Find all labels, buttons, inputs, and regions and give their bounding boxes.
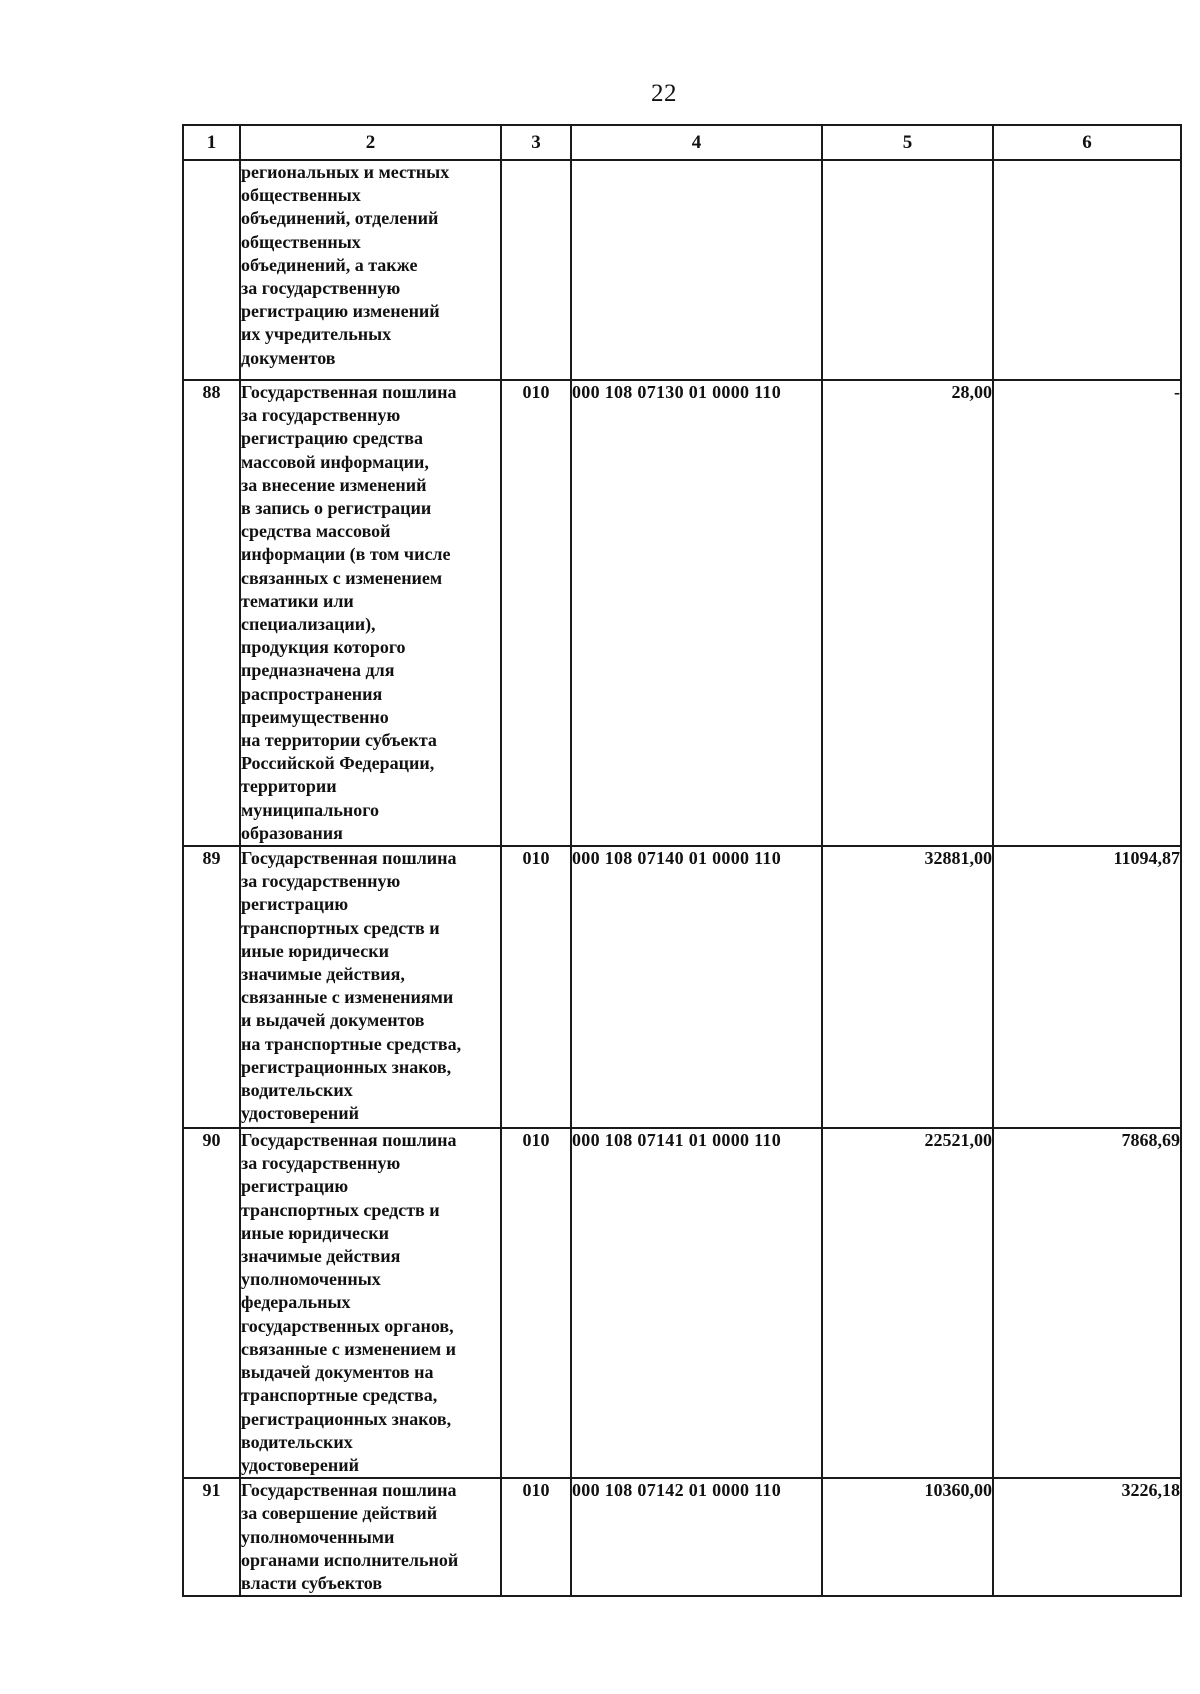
- row-kbk: 000 108 07141 01 0000 110: [571, 1128, 822, 1478]
- column-header-1: 1: [183, 125, 240, 160]
- row-number: [183, 160, 240, 380]
- row-description: [240, 846, 501, 1128]
- row-number: 88: [183, 380, 240, 846]
- row-description: [240, 1128, 501, 1478]
- row-kbk: 000 108 07142 01 0000 110: [571, 1478, 822, 1596]
- column-header-5: 5: [822, 125, 993, 160]
- row-amount-actual: 11094,87: [993, 846, 1181, 1128]
- row-description: [240, 1478, 501, 1596]
- row-code: 010: [501, 1478, 571, 1596]
- column-header-3: 3: [501, 125, 571, 160]
- row-description: [240, 160, 501, 380]
- row-amount-plan: [822, 160, 993, 380]
- table-header-row: [183, 125, 1181, 160]
- table-row: [183, 1128, 1181, 1478]
- row-kbk: [571, 160, 822, 380]
- row-amount-plan: 28,00: [822, 380, 993, 846]
- row-kbk: 000 108 07130 01 0000 110: [571, 380, 822, 846]
- row-amount-actual: -: [993, 380, 1181, 846]
- row-amount-plan: 32881,00: [822, 846, 993, 1128]
- row-number: 90: [183, 1128, 240, 1478]
- table-row: [183, 846, 1181, 1128]
- row-code: 010: [501, 1128, 571, 1478]
- column-header-2: 2: [240, 125, 501, 160]
- table-row: [183, 160, 1181, 380]
- column-header-6: 6: [993, 125, 1181, 160]
- row-description: [240, 380, 501, 846]
- description-text: Государственная пошлина за государственную регистрацию транспортных средств и иные юридически значимые действия уполномоченных федеральных государственных органов, связанные с изменением и выдачей документов на транспортные средства, регистрационных знаков, водительских удостоверений: [241, 1130, 457, 1475]
- table-row: [183, 1478, 1181, 1596]
- data-table: [182, 124, 1182, 1597]
- row-amount-actual: [993, 160, 1181, 380]
- row-code: 010: [501, 380, 571, 846]
- row-amount-actual: 3226,18: [993, 1478, 1181, 1596]
- table-row: [183, 380, 1181, 846]
- description-text: Государственная пошлина за государственную регистрацию средства массовой информации, за внесение изменений в запись о регистрации средства массовой информации (в том числе связанных с изменением тематики или специализации), продукция которого предназначена для распространения преимущественно на территории субъекта Российской Федерации, территории муниципального образования: [241, 382, 457, 843]
- row-code: [501, 160, 571, 380]
- row-number: 89: [183, 846, 240, 1128]
- row-amount-plan: 10360,00: [822, 1478, 993, 1596]
- row-code: 010: [501, 846, 571, 1128]
- row-amount-actual: 7868,69: [993, 1128, 1181, 1478]
- description-text: Государственная пошлина за государственную регистрацию транспортных средств и иные юридически значимые действия, связанные с изменениями и выдачей документов на транспортные средства, регистрационных знаков, водительских удостоверений: [241, 848, 462, 1124]
- row-amount-plan: 22521,00: [822, 1128, 993, 1478]
- description-text: региональных и местных общественных объединений, отделений общественных объединений, а также за государственную регистрацию изменений их учредительных документов: [241, 162, 450, 368]
- description-text: Государственная пошлина за совершение действий уполномоченными органами исполнительной власти субъектов: [241, 1480, 459, 1593]
- column-header-4: 4: [571, 125, 822, 160]
- page-number: 22: [651, 80, 677, 107]
- row-number: 91: [183, 1478, 240, 1596]
- row-kbk: 000 108 07140 01 0000 110: [571, 846, 822, 1128]
